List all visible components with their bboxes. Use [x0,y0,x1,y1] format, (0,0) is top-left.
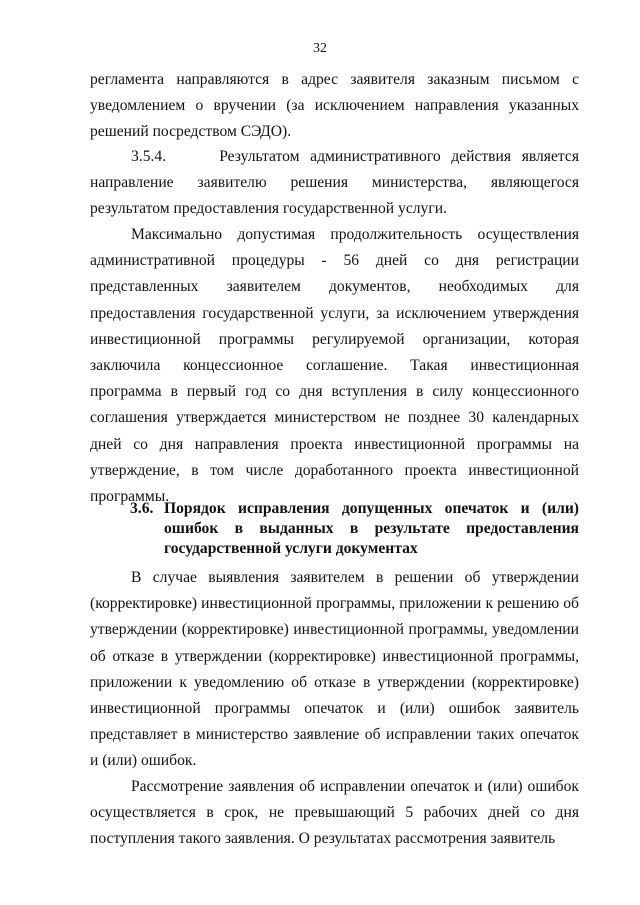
page-number: 32 [313,41,327,56]
paragraph-max-duration [90,222,579,510]
paragraph-3-5-4 [90,144,579,223]
paragraph-continuation [90,67,579,146]
paragraph-text: В случае выявления заявителем в решении об утверждении (корректировке) инвестиционной программы, приложении к решению об утверждении (корректировке) инвестиционной программы, уведомлении об отказе в утверждении (корректировке) инвестиционной программы, приложении к уведомлению об отказе в утверждении (корректировке) инвестиционной программы опечаток и (или) ошибок заявитель представляет в министерство заявление об исправлении таких опечаток и (или) ошибок. [90,569,579,770]
paragraph-text: 3.5.4. Результатом административного действия является направление заявителю решения министерства, являющегося результатом предоставления государственной услуги. [90,148,579,218]
paragraph-text: Максимально допустимая продолжительность осуществления административной процедуры - 56 дней со дня регистрации представленных заявителем документов, необходимых для предоставления государственной услуги, за исключением утверждения инвестиционной программы регулируемой организации, которая заключила концессионное соглашение. Такая инвестиционная программа в первый год со дня вступления в силу концессионного соглашения утверждается министерством не позднее 30 календарных дней со дня направления проекта инвестиционной программы на утверждение, в том числе доработанного проекта инвестиционной программы. [90,226,579,506]
paragraph-text: Рассмотрение заявления об исправлении опечаток и (или) ошибок осуществляется в срок, не превышающий 5 рабочих дней со дня поступления такого заявления. О результатах рассмотрения заявитель [90,778,579,848]
paragraph-review-term [90,774,579,853]
section-title: Порядок исправления допущенных опечаток и (или) ошибок в выданных в результате предоставления государственной услуги документах [164,500,579,557]
section-number: 3.6. [130,500,154,517]
section-heading-3-6 [131,499,579,559]
paragraph-error-detection [90,565,579,775]
paragraph-text: регламента направляются в адрес заявителя заказным письмом с уведомлением о вручении (за исключением направления указанных решений посредством СЭДО). [90,71,579,141]
